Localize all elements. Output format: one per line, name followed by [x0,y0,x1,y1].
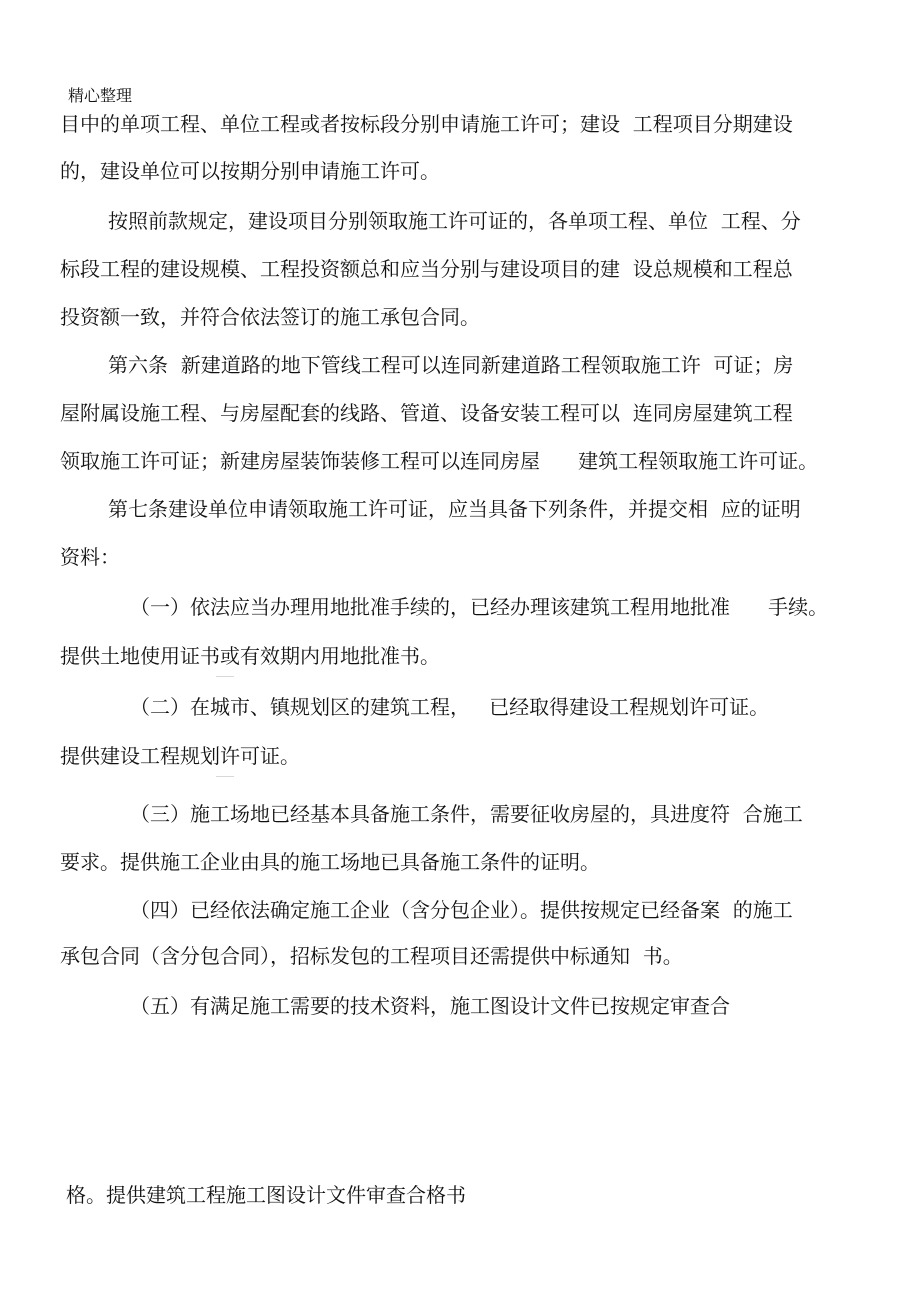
text-line: 第七条建设单位申请领取施工许可证，应当具备下列条件，并提交相 应的证明 [108,497,801,521]
text-line: 领取施工许可证；新建房屋装饰装修工程可以连同房屋 建筑工程领取施工许可证。 [60,449,819,473]
text-line: 提供建设工程规划许可证。 [60,744,300,768]
text-line: 目中的单项工程、单位工程或者按标段分别申请施工许可；建设 工程项目分期建设 [60,112,793,136]
text-line: （三）施工场地已经基本具备施工条件，需要征收房屋的，具进度符 合施工 [130,802,803,826]
text-line: 投资额一致，并符合依法签订的施工承包合同。 [60,305,480,329]
text-line: 第六条 新建道路的地下管线工程可以连同新建道路工程领取施工许 可证；房 [108,353,794,377]
text-line: 的，建设单位可以按期分别申请施工许可。 [60,159,440,183]
text-line: （五）有满足施工需要的技术资料，施工图设计文件已按规定审查合 [130,994,730,1018]
page-header: 精心整理 [68,86,133,105]
text-line: 资料： [60,545,120,569]
text-line: （一）依法应当办理用地批准手续的，已经办理该建筑工程用地批准 手续。 [130,595,829,619]
text-line: （二）在城市、镇规划区的建筑工程， 已经取得建设工程规划许可证。 [130,695,770,719]
text-line: 承包合同（含分包合同），招标发包的工程项目还需提供中标通知 书。 [60,944,683,968]
text-line: 标段工程的建设规模、工程投资额总和应当分别与建设项目的建 设总规模和工程总 [60,257,793,281]
text-line: 屋附属设施工程、与房屋配套的线路、管道、设备安装工程可以 连同房屋建筑工程 [60,401,793,425]
text-line: 按照前款规定，建设项目分别领取施工许可证的，各单项工程、单位 工程、分 [108,209,801,233]
scan-speck [216,676,234,677]
scan-speck [216,776,234,777]
text-line: 格。提供建筑工程施工图设计文件审查合格书 [66,1183,466,1207]
text-line: 要求。提供施工企业由具的施工场地已具备施工条件的证明。 [60,850,600,874]
text-line: （四）已经依法确定施工企业（含分包企业）。提供按规定已经备案 的施工 [130,898,793,922]
text-line: 提供土地使用证书或有效期内用地批准书。 [60,644,440,668]
